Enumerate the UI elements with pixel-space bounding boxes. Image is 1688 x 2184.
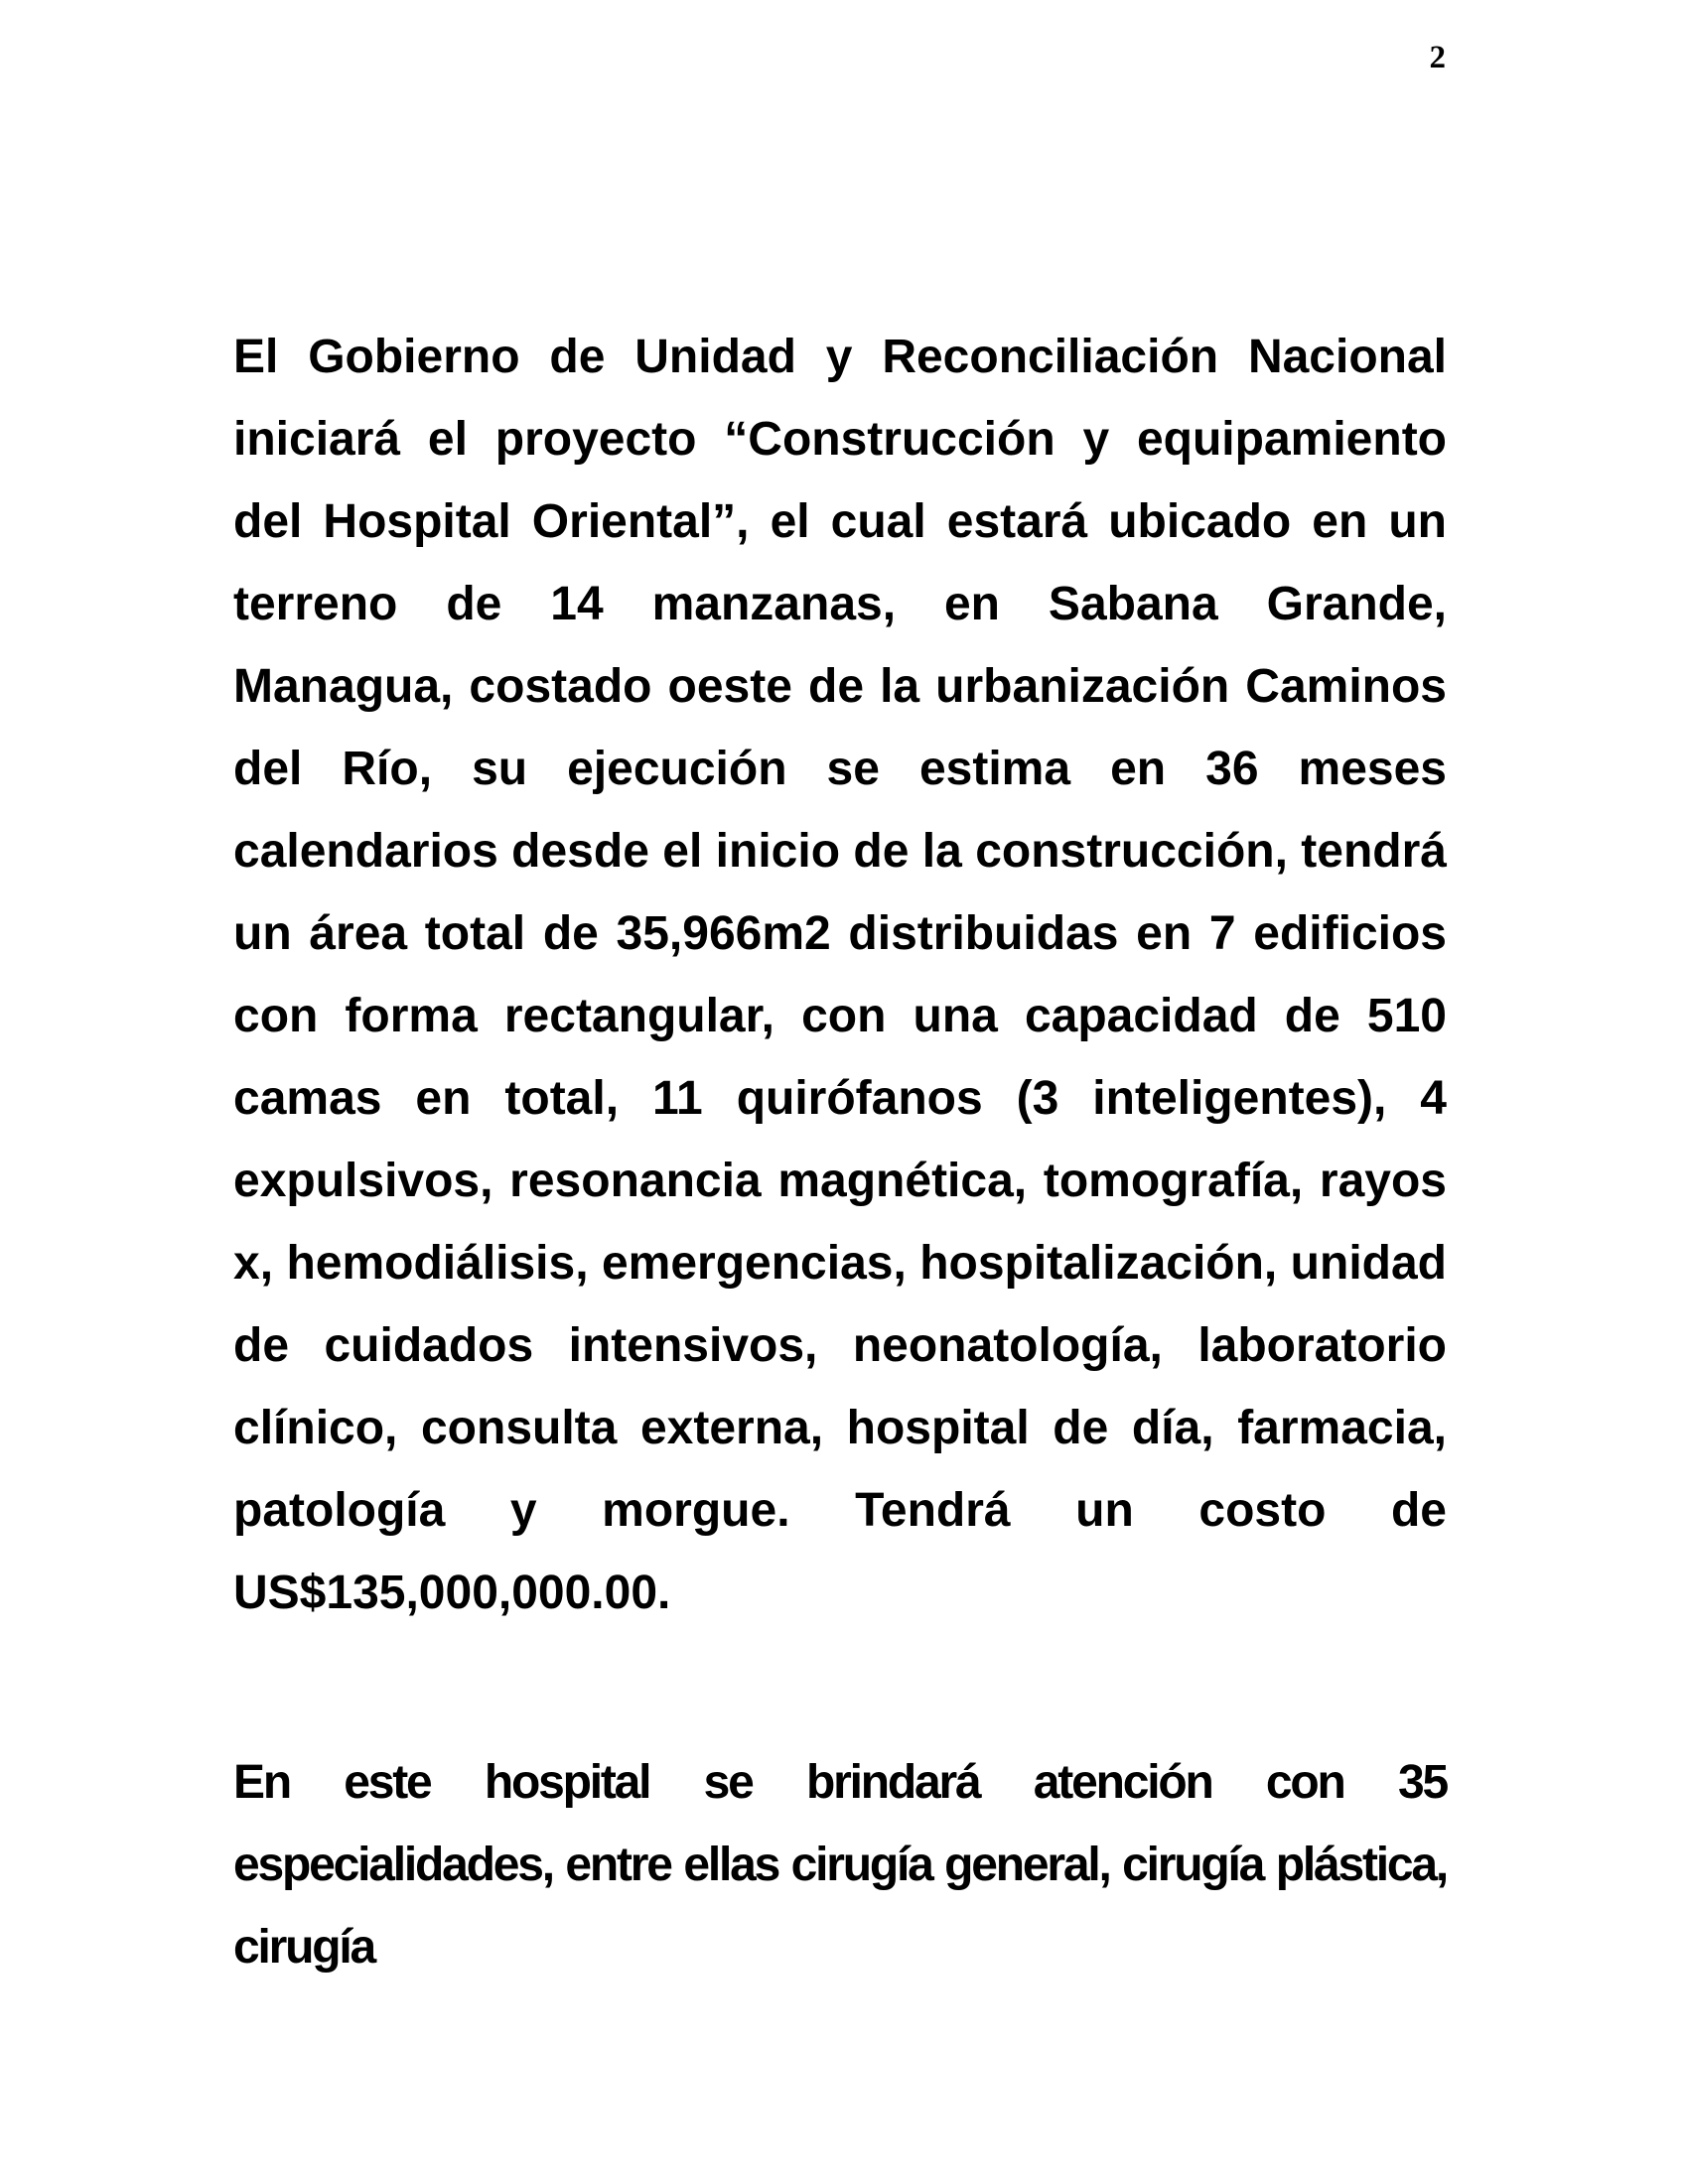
body-paragraph-project: El Gobierno de Unidad y Reconciliación Nacional iniciará el proyecto “Construcción y equipamiento del Hospital Oriental”, el cual estará ubicado en un terreno de 14 manzanas, en Sabana Grande, Managua, costado oeste de la urbanización Caminos del Río, su ejecución se estima en 36 meses calendarios desde el inicio de la construcción, tendrá un área total de 35,966m2 distribuidas en 7 edificios con forma rectangular, con una capacidad de 510 camas en total, 11 quirófanos (3 inteligentes), 4 expulsivos, resonancia magnética, tomografía, rayos x, hemodiálisis, emergencias, hospitalización, unidad de cuidados intensivos, neonatología, laboratorio clínico, consulta externa, hospital de día, farmacia, patología y morgue. Tendrá un costo de US$135,000,000.00. [233,331,1447,1619]
page-number: 2 [1429,40,1446,75]
body-paragraph-specialties: En este hospital se brindará atención con 35 especialidades, entre ellas cirugía general, cirugía plástica, cirugía [233,1756,1447,1974]
